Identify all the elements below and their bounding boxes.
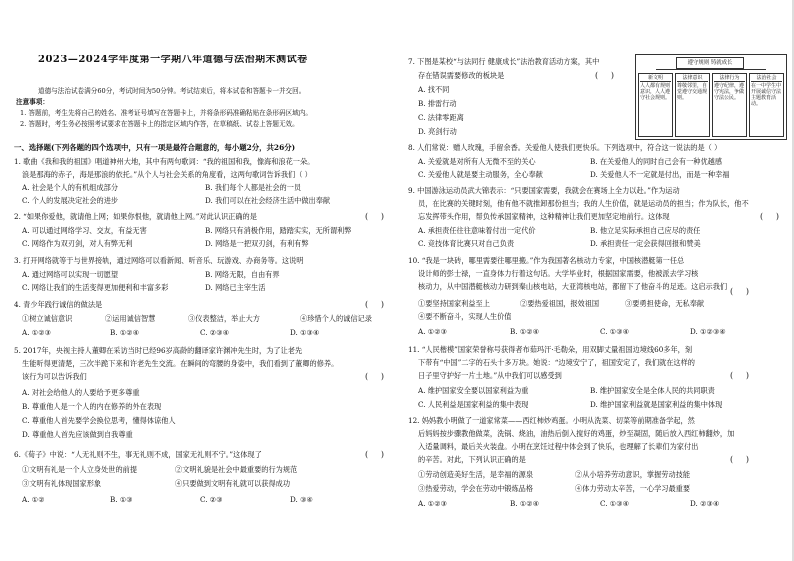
- chart-column-text: 在一中学生中开展诚信守法主题教育活动。: [751, 83, 782, 107]
- question-text: 浪是那海的赤子，海是那浪的依托。”从个人与社会关系的角度看，这两句歌词告诉我们（ ）: [22, 170, 312, 179]
- option: B. 在关爱他人的同时自己会有一种优越感: [590, 157, 723, 166]
- choice: A. ①②: [22, 495, 45, 504]
- option: B. 网络只有消极作用，踏踏实实，无所谓利弊: [205, 226, 352, 235]
- chart-column-label: 法律行为: [714, 75, 745, 82]
- answer-blank[interactable]: ( ): [365, 212, 384, 221]
- answer-blank[interactable]: ( ): [595, 71, 614, 80]
- question-text: 6.《荀子》中说：“人无礼则不生，事无礼则不成，国家无礼则不宁。”这体现了: [14, 450, 262, 459]
- option: ③热爱劳动，学会在劳动中锻炼品格: [418, 484, 534, 493]
- choice: C. ②③④: [200, 328, 230, 337]
- option: C. 网络让我们的生活变得更加便利和丰富多彩: [22, 283, 169, 292]
- choice: D. ①③④: [290, 328, 320, 337]
- question-text: 1. 歌曲《我和我的祖国》唱道神州大地，其中有两句歌词：“我的祖国和我，像海和浪花一朵。: [14, 157, 315, 166]
- chart-connector: [656, 69, 766, 70]
- chart-title: 遵守规则 铸就成长: [676, 57, 744, 69]
- option: ②要热爱祖国，报效祖国: [520, 299, 600, 308]
- option: A. 维护国家安全要以国家利益为重: [418, 386, 529, 395]
- option: D. 我们可以在社会经济生活中做出奉献: [205, 196, 331, 205]
- choice: A. ①②③: [418, 327, 448, 336]
- question-text: 存在错误需要修改的板块是: [418, 71, 505, 80]
- option: A. 承担责任往往意味着付出一定代价: [418, 226, 536, 235]
- option: ①文明有礼是一个人立身处世的前提: [22, 465, 138, 474]
- option: ②从小培养劳动意识，掌握劳动技能: [575, 470, 691, 479]
- question-text: 7. 下图是某校“与法同行 健康成长”法治教育活动方案，其中: [408, 57, 600, 66]
- option: D. 亮剑行动: [418, 127, 457, 136]
- option: D. 网络是一把双刃剑，有利有弊: [205, 239, 309, 248]
- question-text: 生能听得更清楚，三次半跪下来和许老先生交流。在瞬间的弯腰的身姿中，我们看到了董卿的修养。: [22, 359, 339, 368]
- answer-blank[interactable]: ( ): [730, 371, 749, 380]
- question-text: 下带有“中国”二字的石头十多万块。她说：“边境安宁了，祖国安定了，我们就在这样的: [418, 358, 695, 367]
- question-text: 10. “我是一块砖，哪里需要往哪里搬。”作为我国著名核动力专家，中国核潜艇第一任总: [408, 256, 685, 265]
- chart-column-text: 尊敬邻里，自觉遵守交通规则。: [677, 83, 708, 101]
- question-text: 2. “如果你爱他，就请他上网；如果你恨他，就请他上网。”对此认识正确的是: [14, 212, 257, 221]
- answer-blank[interactable]: ( ): [365, 300, 384, 309]
- option: B. 网络无限，自由有界: [205, 270, 280, 279]
- option: ②文明礼貌是社会中最重要的行为规范: [175, 465, 298, 474]
- notes-label: 注意事项：: [16, 98, 49, 106]
- chart-column-text: 人人都有规则意识，人人遵守社会规则。: [640, 83, 671, 101]
- chart-column: [749, 73, 784, 137]
- question-text: 该行为可以告诉我们: [22, 372, 87, 381]
- section-header: 一、选择题(下列各题的四个选项中，只有一项是最符合题意的，每小题2分，共26分): [14, 143, 296, 152]
- choice: A. ①②③: [418, 499, 448, 508]
- option: A. 社会是个人的有机组成部分: [22, 183, 119, 192]
- page-title: 2023—2024学年度第一学期八年道德与法治期末测试卷: [38, 55, 308, 65]
- answer-blank[interactable]: ( ): [730, 455, 749, 464]
- option: D. 网络已主宰生活: [205, 283, 266, 292]
- option: ③要勇担使命，无私奉献: [625, 299, 705, 308]
- option: ④只要做到文明有礼就可以获得成功: [175, 479, 291, 488]
- question-text: 核动力，从中国潜艇核动力研到秦山核电站，大亚湾核电站，都留下了他奋斗的足迹。这启示我们: [418, 282, 728, 291]
- option: C. 网络作为双刃剑，对人有弊无利: [22, 239, 133, 248]
- chart-column-label: 新文明: [640, 75, 671, 82]
- question-text: 5. 2017年，央视主持人董卿在采访当时已经96岁高龄的翻译家许渊冲先生时，为了让老先: [14, 346, 303, 355]
- question-text: 日子里守护好一片土地。”从中我们可以感受到: [418, 371, 562, 380]
- choice: D. ①②③④: [690, 327, 726, 336]
- option: ④体力劳动太辛苦，一心学习最重要: [575, 484, 691, 493]
- option: C. 人民利益是国家利益的集中表现: [418, 400, 529, 409]
- choice: B. ①②④: [510, 327, 540, 336]
- answer-blank[interactable]: ( ): [365, 372, 384, 381]
- choice: B. ①②④: [510, 499, 540, 508]
- option: ④珍惜个人的诚信记录: [300, 314, 372, 323]
- option: A. 通过网络可以实现一切愿望: [22, 270, 119, 279]
- option: B. 排雷行动: [418, 99, 457, 108]
- option: A. 找不同: [418, 85, 450, 94]
- answer-blank[interactable]: ( ): [365, 450, 384, 459]
- option: B. 我们每个人都是社会的一员: [205, 183, 302, 192]
- chart-column: [712, 73, 747, 137]
- choice: D. ②③④: [690, 499, 720, 508]
- question-text: 忘发挥带头作用，帮负传承国家精神，这种精神让我们更加坚定地前行。这体现: [418, 212, 670, 221]
- option: ①树立诚信意识: [22, 314, 73, 323]
- option: C. 竞技体育比赛只对自己负责: [418, 239, 515, 248]
- choice: A. ①②③: [22, 328, 52, 337]
- question-text: 8. 人们常说：赠人玫瑰，手留余香。关爱他人使我们更快乐。下列选项中，符合这一说法的是（ ）: [408, 143, 722, 152]
- option: B. 尊重他人是一个人的内在修养的外在表现: [22, 402, 162, 411]
- choice: C. ①③④: [600, 499, 630, 508]
- option: ④要不断奋斗，实现人生价值: [418, 312, 512, 321]
- option: D. 承担责任一定会获得回报和赞美: [590, 239, 701, 248]
- option: B. 他立足实际承担自己应尽的责任: [590, 226, 701, 235]
- question-text: 设计师的彭士禄，一直身体力行着这句话。大学毕业时，根据国家需要，他被派去学习核: [418, 269, 699, 278]
- activity-plan-chart: [635, 54, 787, 140]
- option: A. 可以通过网络学习、交友，有益无害: [22, 226, 147, 235]
- choice: B. ①②④: [110, 328, 140, 337]
- option: C. 尊重他人首先要学会换位思考，懂得体谅他人: [22, 416, 176, 425]
- option: C. 个人的发展决定社会的进步: [22, 196, 119, 205]
- chart-column-text: 遵守纪律，遵守宪法，争做守法公民。: [714, 83, 745, 101]
- chart-column-label: 法治社会: [751, 75, 782, 82]
- option: ①劳动创造美好生活，是幸福的源泉: [418, 470, 534, 479]
- option: B. 维护国家安全是全体人民的共同职责: [590, 386, 715, 395]
- option: ②运用诚信智慧: [105, 314, 156, 323]
- chart-column: [638, 73, 673, 137]
- option: A. 关爱就是对所有人无微不至的关心: [418, 157, 536, 166]
- question-text: 12. 妈妈教小明做了一道家常菜——西红柿炒鸡蛋。小明从洗菜、切菜等前期准备学起，然: [408, 416, 695, 425]
- option: A. 对社会给他人的人要给予更多尊重: [22, 388, 140, 397]
- question-text: 后妈妈按步骤教他做菜，洗锅、烧油，油热后倒入搅好的鸡蛋，炒至凝固，随后放入西红柿翻炒，加: [418, 429, 735, 438]
- choice: C. ②③: [200, 495, 223, 504]
- note-2: 2. 答题时，考生务必按照考试要求在答题卡上的指定区域内作答，在草稿纸、试卷上答题无效。: [20, 120, 299, 128]
- choice: D. ③④: [290, 495, 313, 504]
- answer-blank[interactable]: ( ): [760, 212, 779, 221]
- question-text: 11. “人民楷模”国家荣誉称号获得者布茹玛汗·毛勒朵，用双脚丈量祖国边境线60多年，刻: [408, 345, 693, 354]
- exam-intro: 道德与法治试卷满分60分，考试时间为50分钟。考试结束后，将本试卷和答题卡一并交回。: [38, 87, 306, 95]
- option: D. 关爱他人不一定就是付出，而是一种幸福: [590, 170, 730, 179]
- right-column: [400, 0, 794, 561]
- chart-column: [675, 73, 710, 137]
- question-text: 入适量调料，最后关火装盘。小明在烹饪过程中体会到了快乐，也理解了长辈们为家付出: [418, 442, 699, 451]
- option: C. 法律零距离: [418, 113, 464, 122]
- note-1: 1. 答题前，考生先将自己的姓名、准考证号填写在答题卡上，并将条形码准确粘贴在条形码区域内。: [20, 109, 312, 117]
- choice: C. ①③④: [600, 327, 630, 336]
- question-text: 的辛苦。对此，下列认识正确的是: [418, 455, 526, 464]
- option: ①要坚持国家利益至上: [418, 299, 490, 308]
- answer-blank[interactable]: ( ): [730, 287, 749, 296]
- option: ③文明有礼体现国家形象: [22, 479, 102, 488]
- option: D. 尊重他人首先应该做到自我尊重: [22, 430, 133, 439]
- question-text: 3. 打开网络就等于与世界接轨，通过网络可以看新闻、听音乐、玩游戏、办商务等。这说明: [14, 256, 304, 265]
- option: ③仪表整洁，举止大方: [188, 314, 260, 323]
- question-text: 员，在比赛的关键时刻，他有他不就推卸那份担当；我的人生价值，就是运动员的担当；作为队长，他不: [418, 199, 749, 208]
- question-text: 9. 中国游泳运动员武大锦表示：“只要国家需要，我就会在赛场上全力以赴。”作为运动: [408, 186, 680, 195]
- question-text: 4. 青少年践行诚信的做法是: [14, 300, 103, 309]
- option: C. 关爱他人就是要主动服务，全心奉献: [418, 170, 543, 179]
- choice: B. ①③: [110, 495, 133, 504]
- option: D. 维护国家利益就是国家利益的集中体现: [590, 400, 723, 409]
- chart-column-label: 法律意识: [677, 75, 708, 82]
